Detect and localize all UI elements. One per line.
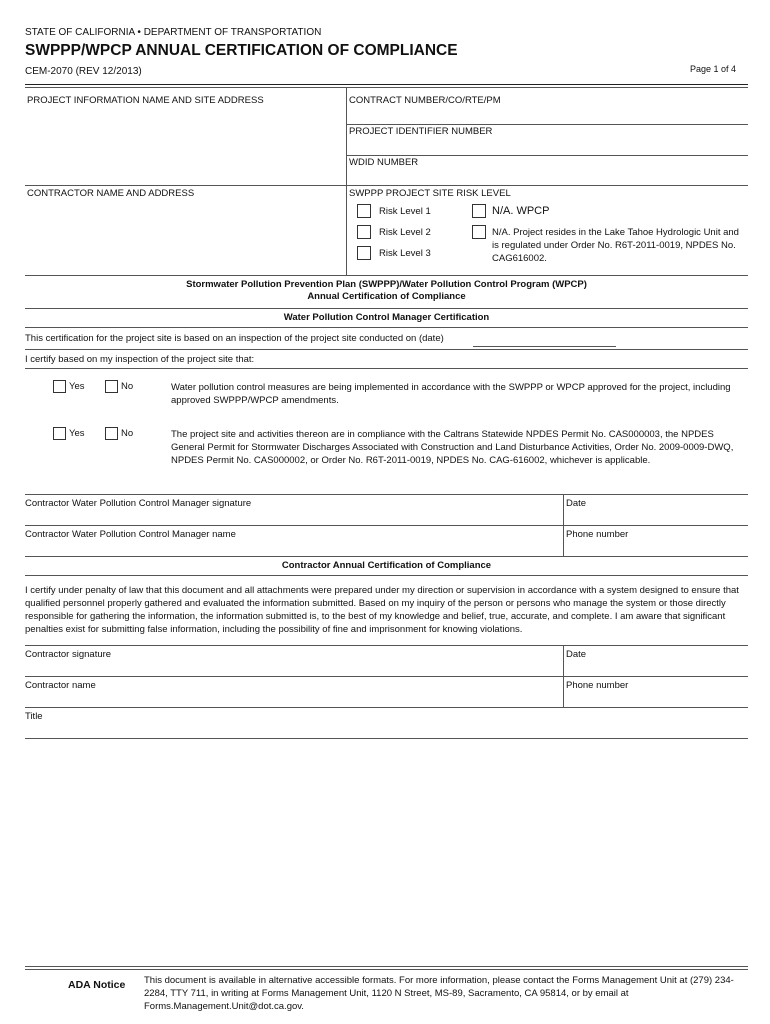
- wpcm-name-label[interactable]: Contractor Water Pollution Control Manager name: [25, 529, 236, 540]
- rule: [25, 185, 748, 186]
- contract-number-label: CONTRACT NUMBER/CO/RTE/PM: [349, 95, 501, 106]
- certify-text: I certify based on my inspection of the project site that:: [25, 354, 255, 365]
- statement1-yes-label: Yes: [69, 381, 85, 392]
- risk-level-1-label: Risk Level 1: [379, 206, 431, 217]
- risk-level-label: SWPPP PROJECT SITE RISK LEVEL: [349, 188, 511, 199]
- top-rule: [25, 84, 748, 85]
- contractor-name-label: CONTRACTOR NAME AND ADDRESS: [27, 188, 195, 199]
- rule: [346, 124, 748, 125]
- risk-level-2-checkbox[interactable]: [357, 225, 371, 239]
- statement2-yes-label: Yes: [69, 428, 85, 439]
- rule: [25, 556, 748, 557]
- rule: [25, 368, 748, 369]
- contractor-heading: Contractor Annual Certification of Compliance: [281, 560, 492, 571]
- contractor-phone-label[interactable]: Phone number: [566, 680, 629, 691]
- risk-level-3-checkbox[interactable]: [357, 246, 371, 260]
- statement1-no-label: No: [121, 381, 134, 392]
- statement2-no-label: No: [121, 428, 134, 439]
- na-wpcp-label: N/A. WPCP: [492, 205, 550, 217]
- contractor-name-label-field[interactable]: Contractor name: [25, 680, 96, 691]
- rule: [25, 308, 748, 309]
- wpcm-signature-label[interactable]: Contractor Water Pollution Control Manager signature: [25, 498, 252, 509]
- rule: [25, 575, 748, 576]
- form-number: CEM-2070 (REV 12/2013): [25, 66, 142, 77]
- rule: [25, 275, 748, 276]
- statement2-text: The project site and activities thereon are in compliance with the Caltrans Statewide NPDES Permit No. CAS000003, the NPDES General Permit for Stormwater Discharges Associated with Construction and Land Disturbance Activities, Order No. 2009-0009-DWQ, NPDES Permit No. CAS000002, or Order No. R6T-2011-0019, NPDES No. CAG-616002, whichever is applicable.: [171, 429, 734, 466]
- risk-level-1-checkbox[interactable]: [357, 204, 371, 218]
- footer-rule-2: [25, 969, 748, 970]
- program-heading-line1: Stormwater Pollution Prevention Plan (SWPPP)/Water Pollution Control Program (WPCP): [186, 279, 587, 290]
- na-wpcp-checkbox[interactable]: [472, 204, 486, 218]
- contractor-title-label[interactable]: Title: [25, 711, 43, 722]
- statement1-no-checkbox[interactable]: [105, 380, 118, 393]
- inspection-date-field[interactable]: [473, 346, 616, 347]
- agency-name: STATE OF CALIFORNIA • DEPARTMENT OF TRANSPORTATION: [25, 27, 322, 38]
- contractor-paragraph: I certify under penalty of law that this document and all attachments were prepared under my direction or supervision in accordance with a system designed to ensure that qualified personnel properly gathered and evaluated the information submitted. Based on my inquiry of the person or persons who manage the system or those directly responsible for gathering the information, the information submitted is, to the best of my knowledge and belief, true, accurate, and complete. I am aware that significant penalties exist for submitting false information, including the possibility of fine and imprisonment for knowing violations.: [25, 585, 739, 635]
- ada-notice-label: ADA Notice: [68, 979, 126, 991]
- wpcm-date-label[interactable]: Date: [566, 498, 587, 509]
- rule: [346, 155, 748, 156]
- footer-rule: [25, 966, 748, 967]
- wpcm-heading: Water Pollution Control Manager Certification: [283, 312, 490, 323]
- statement1-yes-checkbox[interactable]: [53, 380, 66, 393]
- wpcm-phone-label[interactable]: Phone number: [566, 529, 629, 540]
- rule: [25, 738, 748, 739]
- form-title: SWPPP/WPCP ANNUAL CERTIFICATION OF COMPLIANCE: [25, 42, 458, 59]
- risk-level-2-label: Risk Level 2: [379, 227, 431, 238]
- inspection-text: This certification for the project site is based on an inspection of the project site conducted on (date): [25, 333, 444, 344]
- na-tahoe-label: N/A. Project resides in the Lake Tahoe Hydrologic Unit and is regulated under Order No. R6T-2011-0019, NPDES No. CAG616002.: [492, 227, 739, 264]
- rule: [25, 327, 748, 328]
- program-heading-line2: Annual Certification of Compliance: [307, 291, 466, 302]
- project-identifier-label: PROJECT IDENTIFIER NUMBER: [349, 126, 493, 137]
- contractor-date-label[interactable]: Date: [566, 649, 587, 660]
- rule: [25, 494, 748, 495]
- page-number: Page 1 of 4: [690, 64, 737, 74]
- project-info-label: PROJECT INFORMATION NAME AND SITE ADDRESS: [27, 95, 264, 106]
- rule: [25, 676, 748, 677]
- rule: [25, 349, 748, 350]
- na-tahoe-checkbox[interactable]: [472, 225, 486, 239]
- ada-notice-text: This document is available in alternative accessible formats. For more information, please contact the Forms Management Unit at (279) 234-2284, TTY 711, in writing at Forms Management Unit, 1120 N Street, MS-89, Sacramento, CA 95814, or by email at Forms.Management.Unit@dot.ca.gov.: [144, 975, 734, 1012]
- statement2-yes-checkbox[interactable]: [53, 427, 66, 440]
- top-rule-2: [25, 87, 748, 88]
- contractor-signature-label[interactable]: Contractor signature: [25, 649, 112, 660]
- rule: [25, 707, 748, 708]
- risk-level-3-label: Risk Level 3: [379, 248, 431, 259]
- wdid-label: WDID NUMBER: [349, 157, 419, 168]
- statement1-text: Water pollution control measures are being implemented in accordance with the SWPPP or WPCP approved for the project, including approved SWPPP/WPCP amendments.: [171, 382, 731, 406]
- rule: [25, 645, 748, 646]
- statement2-no-checkbox[interactable]: [105, 427, 118, 440]
- rule: [25, 525, 748, 526]
- project-divider: [346, 88, 347, 275]
